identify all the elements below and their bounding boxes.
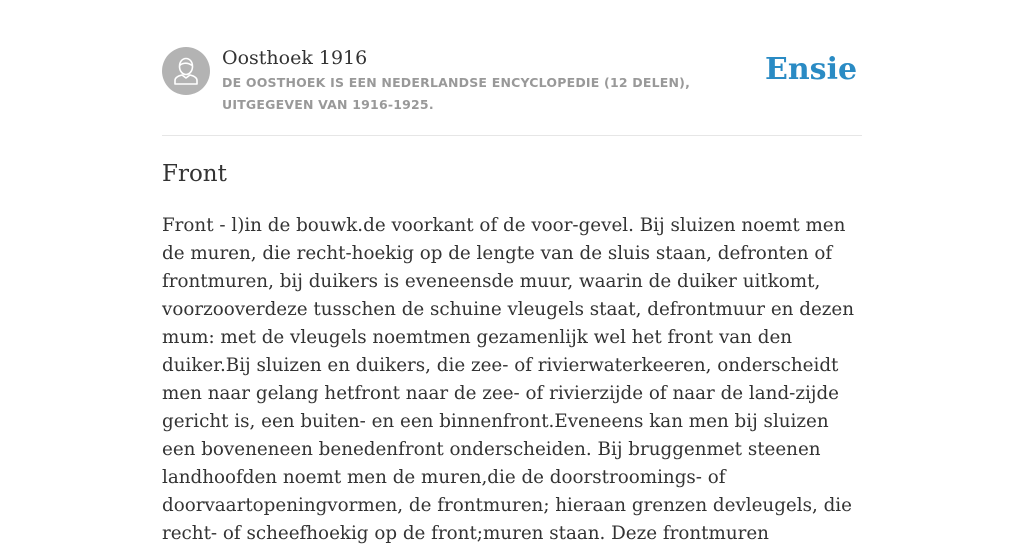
source-description: DE OOSTHOEK IS EEN NEDERLANDSE ENCYCLOPEDIE (12 DELEN), UITGEGEVEN VAN 1916-1925. [222,75,691,112]
page [162,0,862,544]
person-outline-icon [162,47,210,95]
header-divider [162,135,862,136]
brand-logo-link[interactable]: Ensie [765,52,858,87]
entry-body: Front - l)in de bouwk.de voorkant of de voor-gevel. Bij sluizen noemt men de muren, die recht-hoekig op de lengte van de sluis staan, defronten of frontmuren, bij duikers is eveneensde muur, waarin de duiker uitkomt, voorzooverdeze tusschen de schuine vleugels staat, defrontmuur en dezen mum: met de vleugels noemtmen gezamenlijk wel het front van den duiker.Bij sluizen en duikers, die zee- of rivierwaterkeeren, onderscheidt men naar gelang hetfront naar de zee- of rivierzijde of naar de land-zijde gericht is, een buiten- en een binnenfront.Eveneens kan men bij sluizen een boveneneen benedenfront onderscheiden. Bij bruggenmet steenen landhoofden noemt men de muren,die de doorstroomings- of doorvaartopeningvormen, de frontmuren; hieraan grenzen devleugels, die recht- of scheefhoekig op de front;muren staan. Deze frontmuren [162,215,855,544]
user-avatar-icon[interactable] [162,47,210,95]
source-title[interactable]: Oosthoek 1916 [222,47,368,69]
entry-title: Front [162,161,227,187]
source-header [162,46,862,116]
